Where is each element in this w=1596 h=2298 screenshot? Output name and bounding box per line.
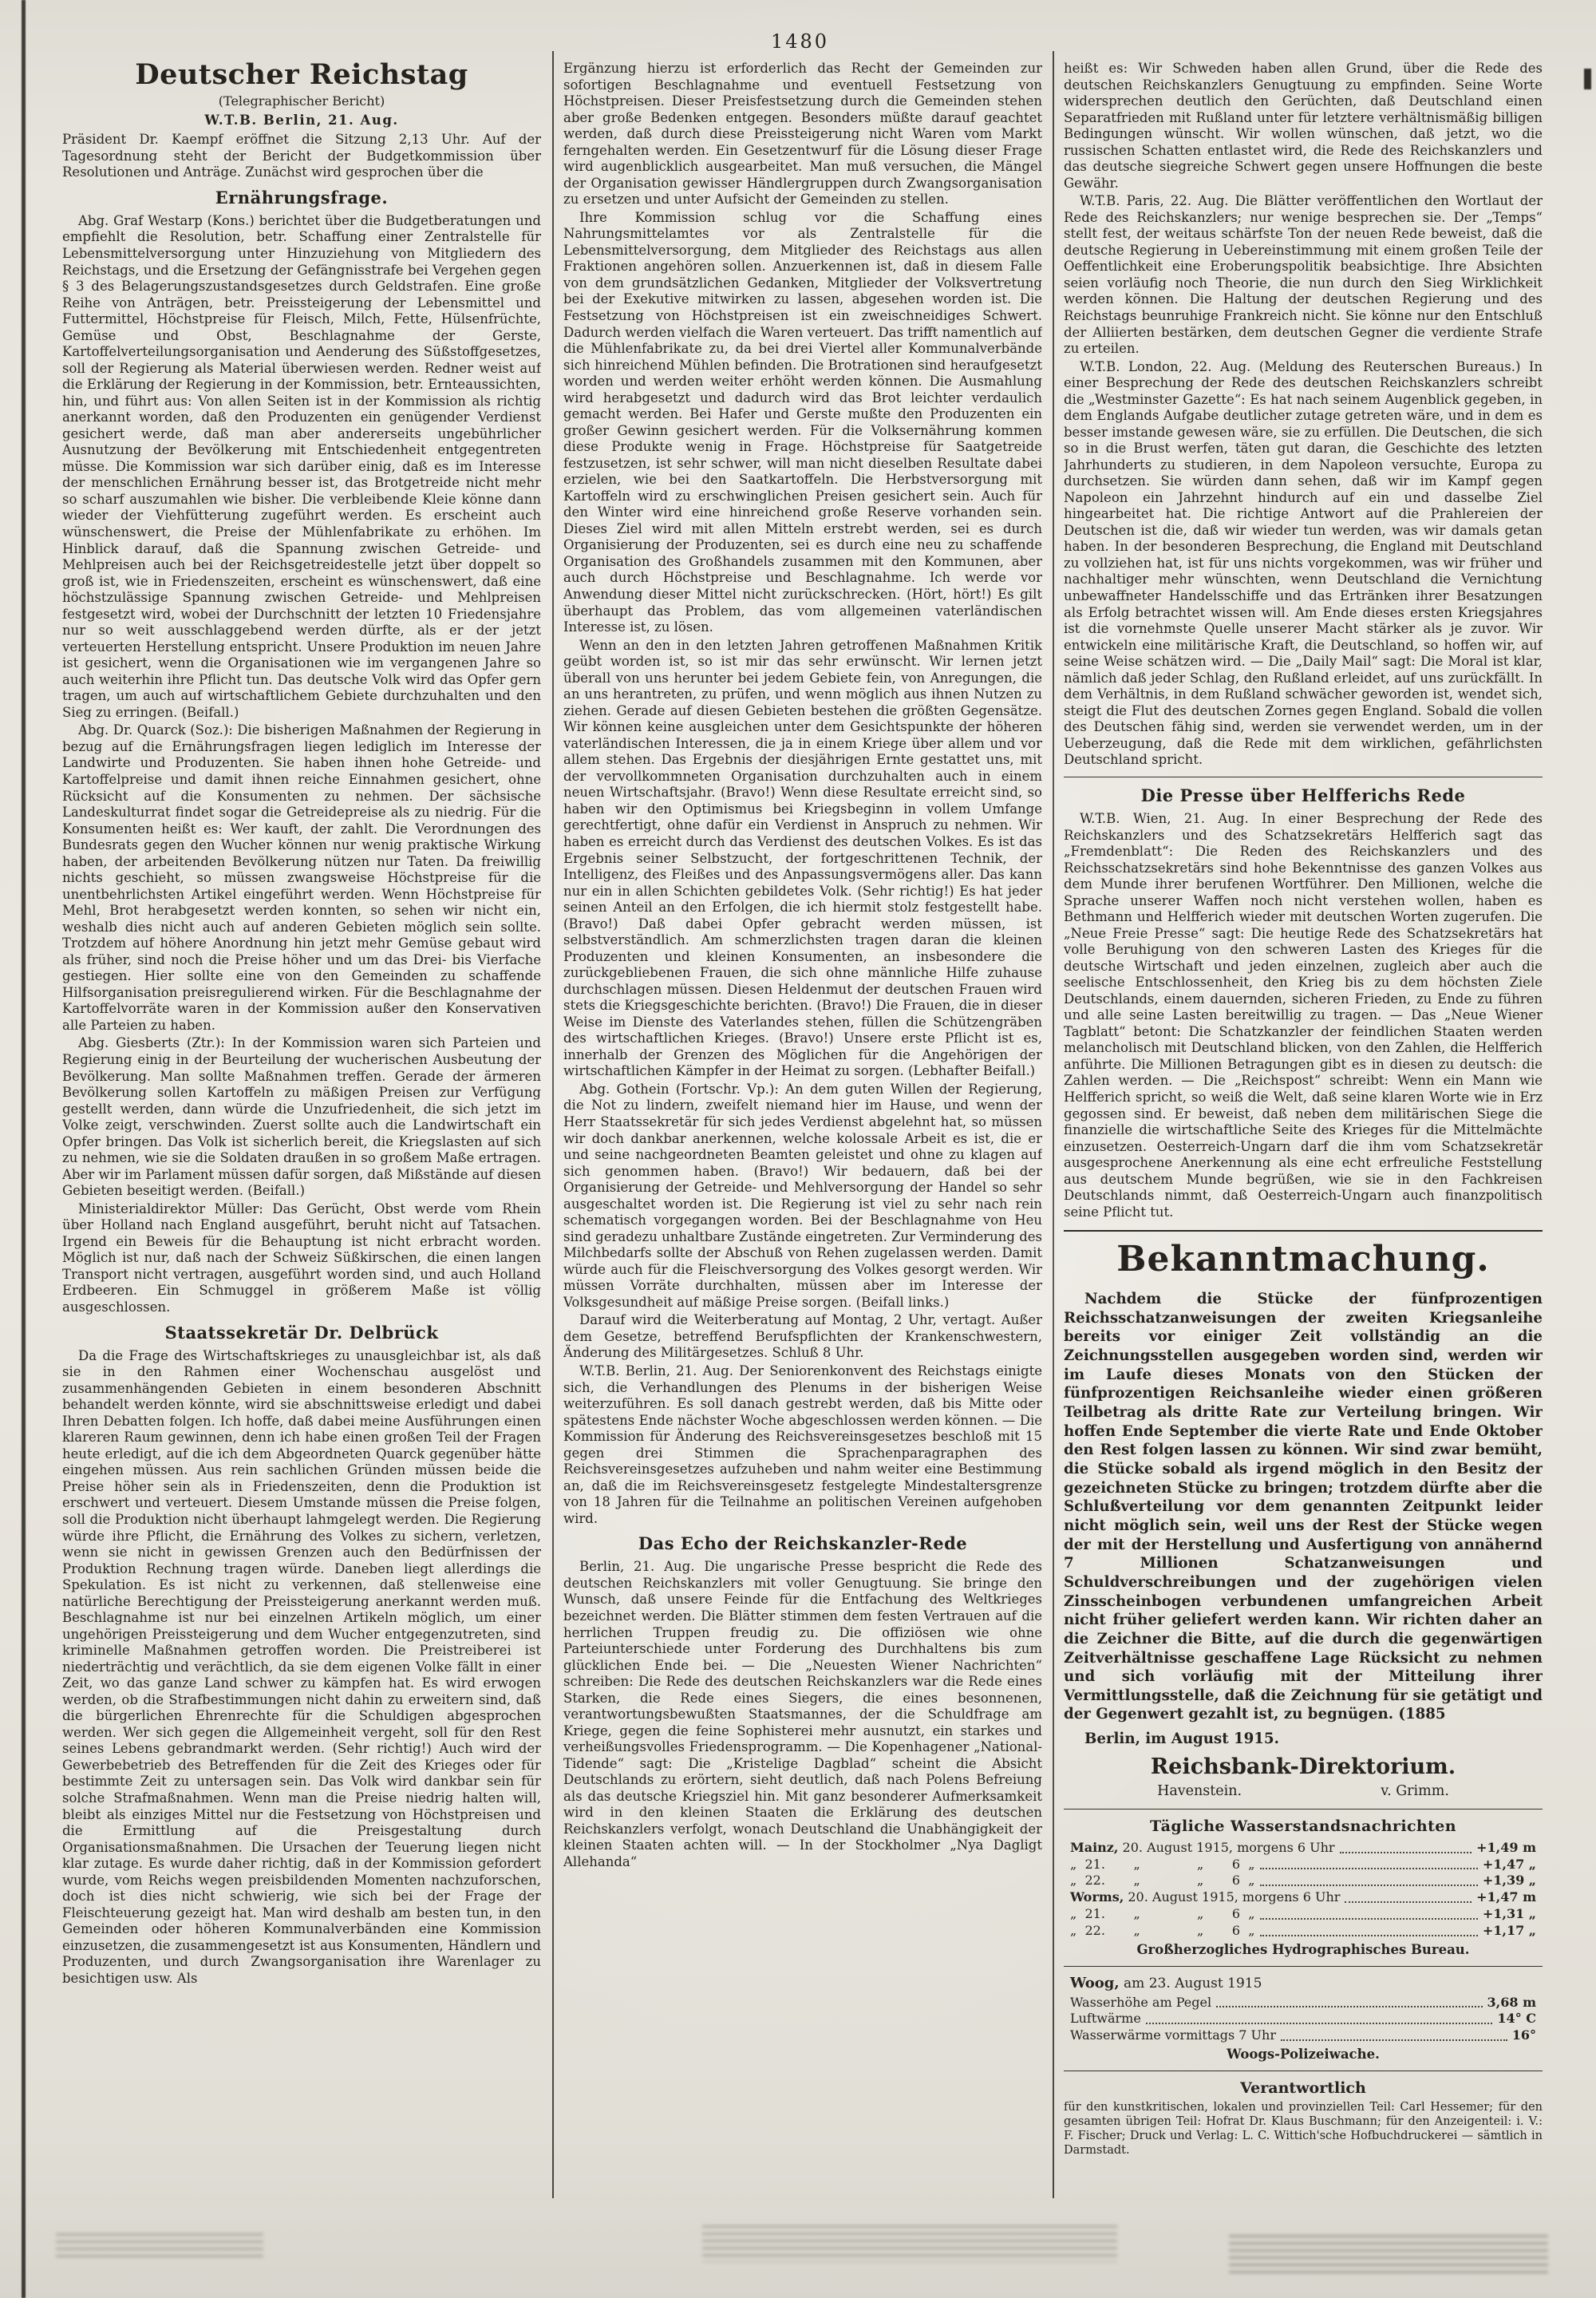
paragraph-gothein: Abg. Gothein (Fortschr. Vp.): An dem guten Willen der Regierung, die Not zu lindern, zweifelt niemand hier im Hause, und wenn der Herr Staatssekretär für sich jedes Verdienst abgelehnt hat, so müssen wir doch dankbar anerkennen, welche kolossale Arbeit es ist, die er und seine nachgeordneten Beamten geleistet und ohne zu klagen auf sich genommen haben. (Bravo!) Wir bedauern, daß bei der Organisierung der Getreide- und Mehlversorgung der Handel so sehr ausgeschaltet worden ist. Die Regierung ist viel zu sehr nach rein schematisch vorgegangen worden. Bei der Beschlagnahme von Heu sind geradezu unhaltbare Zustände eingetreten. Zur Verminderung des Milchbedarfs sollte der Abschuß von Rehen zugelassen werden. Damit würde auch für die Fleischversorgung des Volkes gesorgt werden. Wir müssen Vorräte durchhalten, müssen aber im Interesse der Volksgesundheit auf mäßige Preise sorgen. (Beifall links.)	[563, 1081, 1042, 1310]
scan-smudge	[56, 2233, 263, 2257]
measure-value: 16°	[1511, 2027, 1536, 2043]
section-title-delbrueck: Staatssekretär Dr. Delbrück	[164, 1322, 439, 1343]
row-detail: „ 22. „ „ 6 „	[1070, 1922, 1255, 1938]
paragraph-london: W.T.B. London, 22. Aug. (Meldung des Reuterschen Bureaus.) In einer Besprechung der Rede des deutschen Reichskanzlers schreibt die „Westminster Gazette“: Es hat nach seinem Augenblick gegeben, in dem Englands Aufgabe deutlicher zutage getreten wäre, und in dem es besser imstande gewesen wäre, sie zu erfüllen. Die Deutschen, die sich so in die Brust werfen, täten gut daran, die Geschichte des letzten Jahrhunderts zu studieren, in dem Napoleon versuchte, Europa zu durchsetzen. Sie würden dann sehen, daß wir im Kampf gegen Napoleon ein Jahrzehnt hindurch auf ein und dasselbe Ziel hingearbeitet hat. Die richtige Antwort auf die Prahlereien der Deutschen ist die, daß wir wieder tun werden, was wir damals getan haben. In der besonderen Besprechung, die England mit Deutschland zu vollziehen hat, ist für uns nichts vorgekommen, was wir früher und nachhaltiger mehr wünschten, wenn Deutschland die Vernichtung unbewaffneter Handelsschiffe und das Ertränken ihrer Besatzungen als Erfolg betrachtet wissen will. Am Ende dieses ersten Kriegsjahres ist die vornehmste Quelle unserer Macht stärker als je zuvor. Wir entwickeln eine militärische Kraft, die Deutschland, so hoffen wir, auf seine Weise schätzen wird. — Die „Daily Mail“ sagt: Die Moral ist klar, nämlich daß jeder Schlag, den Rußland erleidet, auf uns zurückfällt. In dem Verhältnis, in dem Rußland schwächer geworden ist, wendet sich, steigt die Flut des deutschen Zornes gegen England. Sobald die vollen des Deutschen fähig sind, werden sie verwendet werden, um in der Ueberzeugung, daß die Rede mit dem wirklichen, gefährlichsten Deutschland spricht.	[1064, 358, 1543, 768]
bekanntmachung-title: Bekanntmachung.	[1116, 1239, 1490, 1280]
water-level: +1,49 m	[1476, 1839, 1536, 1855]
paragraph-delbrueck: Da die Frage des Wirtschaftskrieges zu unausgleichbar ist, als daß sie in den Rahmen einer Wochenschau ausgelöst und zusammenhängenden Gebieten in einem besonderen Abschnitt behandelt werden könnte, wird sie abschnittsweise erledigt und dabei Ihren Debatten folgen. Ich hoffe, daß dabei meine Ausführungen einen klareren Raum gewinnen, denn ich habe einen großen Teil der Fragen heute erledigt, auf die ich dem Abgeordneten Quarck gegenüber hätte eingehen müssen. Aus rein sachlichen Gründen müssen beide die Preise höher sein als in Friedenszeiten, denn die Produktion ist erschwert und verteuert. Diesem Umstande müssen die Preise folgen, soll die Produktion nicht überhaupt lahmgelegt werden. Die Regierung würde ihre Pflicht, die Ernährung des Volkes zu sichern, verletzen, wenn sie nicht in gewissen Grenzen auch den Bedürfnissen der Produktion Rechnung tragen würde. Daneben liegt allerdings die Spekulation. Es ist nicht zu verkennen, daß stellenweise eine natürliche Berechtigung der Preissteigerung anerkannt werden muß. Beschlagnahme ist nur bei einzelnen Artikeln möglich, um einer ungehörigen Preissteigerung und dem Wucher entgegenzutreten, sind kriminelle Maßnahmen getroffen worden. Die Preistreiberei ist niederträchtig und verächtlich, da sie dem eigenen Volke fällt in einer Zeit, wo das ganze Land schwer zu kämpfen hat. Es wird erwogen werden, ob die Strafbestimmungen nicht dahin zu erweitern sind, daß die bürgerlichen Ehrenrechte für die Schuldigen abgesprochen werden. Wer sich gegen die Allgemeinheit vergeht, soll für den Rest seines Lebens gebrandmarkt werden. (Sehr richtig!) Auch wird der Gewerbebetrieb des Betreffenden für die Zeit des Krieges oder für bestimmte Zeit zu untersagen sein. Das Volk wird dankbar sein für solche Strafmaßnahmen. Wenn man die Preise niedrig halten will, bleibt als einziges Mittel nur die Festsetzung von Höchstpreisen und die Ermittlung auf die Preisgestaltung durch Organisationsmaßnahmen. Die Ursachen der Teuerung liegen nicht klar zutage. Es wurde daher richtig, daß in der Kommission gefordert wurde, vom Reichs wegen preisbildenden Momenten nachzuforschen, doch ist dies nicht schwierig, wie sich bei der Frage der Fleischteuerung gezeigt hat. Man wird deshalb am besten tun, in den Gemeinden oder höheren Kommunalverbänden eine Kommission einzusetzen, die zusammengesetzt ist aus Konsumenten, Händlern und Produzenten, und durch Zwangsorganisation ihre Warenlager zu besichtigen usw. Als	[62, 1347, 541, 1986]
water-level: +1,47 m	[1476, 1889, 1536, 1905]
column-3	[1064, 61, 1543, 2216]
woog-title	[1070, 1975, 1543, 1992]
section-title-helfferich: Die Presse über Helfferichs Rede	[1140, 785, 1466, 805]
row-detail: 20. August 1915, morgens 6 Uhr	[1124, 1889, 1341, 1905]
column-divider-2	[1053, 51, 1054, 2198]
intro-paragraph: Präsident Dr. Kaempf eröffnet die Sitzung 2,13 Uhr. Auf der Tagesordnung steht der Bericht der Budgetkommission über Resolutionen und Anträge. Zunächst wird gesprochen über die	[62, 132, 541, 180]
woog-row	[1064, 1995, 1543, 2011]
dot-leader	[1216, 1995, 1482, 2008]
column-1	[62, 61, 541, 2216]
row-detail: 20. August 1915, morgens 6 Uhr	[1118, 1839, 1335, 1855]
river-name: Mainz,	[1070, 1839, 1119, 1855]
wasserstand-row	[1064, 1873, 1543, 1889]
measure-value: 3,68 m	[1487, 1994, 1536, 2010]
wasserstand-row	[1064, 1840, 1543, 1857]
river-name: Worms,	[1070, 1889, 1124, 1905]
paragraph-quarck: Abg. Dr. Quarck (Soz.): Die bisherigen Maßnahmen der Regierung in bezug auf die Ernährungsfragen liegen lediglich im Interesse der Landwirte und Produzenten. Sie haben ihnen hohe Getreide- und Kartoffelpreise und damit ihnen reiche Einnahmen gesichert, ohne Rücksicht auf die Konsumenten zu nehmen. Der sächsische Landeskulturrat findet sogar die Getreidepreise als zu niedrig. Für die Konsumenten heißt es: Wer kauft, der zahlt. Die Verordnungen des Bundesrats gegen den Wucher können nur wenig praktische Wirkung haben, der arbeitenden Bevölkerung nützen nur Taten. Da freiwillig nichts geschieht, so müssen zwangsweise Höchstpreise für die unentbehrlichsten Artikel eingeführt werden. Wenn Höchstpreise für Mehl, Brot herabgesetzt werden konnten, so sehen wir nicht ein, weshalb dies nicht auch auf anderen Gebieten möglich sein sollte. Trotzdem auf höhere Anordnung hin jetzt mehr Gemüse gebaut wird als früher, sind noch die Preise höher und um das Drei- bis Vierfache gestiegen. Hier sollte eine von den Gemeinden zu schaffende Hilfsorganisation preisregulierend wirken. Für die Beschlagnahme der Kartoffelvorräte waren in der Kommission außer den Konservativen alle Parteien zu haben.	[62, 722, 541, 1033]
measure-label: Luftwärme	[1070, 2011, 1141, 2027]
section-rule	[1064, 1966, 1543, 1967]
dot-leader	[1340, 1840, 1472, 1853]
woog-row	[1064, 2027, 1543, 2044]
wasserstand-title: Tägliche Wasserstandsnachrichten	[1149, 1817, 1457, 1836]
dot-leader	[1260, 1906, 1478, 1920]
wasserstand-row	[1064, 1857, 1543, 1873]
scan-smudge	[1229, 2235, 1548, 2276]
paragraph-schweden: heißt es: Wir Schweden haben allen Grund, über die Rede des deutschen Reichskanzlers Genugtuung zu empfinden. Seine Worte widersprechen deutlich den Gerüchten, daß Deutschland einen Separatfrieden mit Rußland unter für letztere verhältnismäßig billigen Bedingungen wünscht. Wir wollen wünschen, daß jetzt, wo die russischen Schatten entlastet wird, die Rede des Reichskanzlers und das deutsche siegreiche Schwert gegen unsere Hoffnungen die beste Gewähr.	[1064, 61, 1543, 191]
measure-label: Wasserwärme vormittags 7 Uhr	[1070, 2027, 1276, 2043]
paragraph-continuation: Ergänzung hierzu ist erforderlich das Recht der Gemeinden zur sofortigen Beschlagnahme und eventuell Festsetzung von Höchstpreisen. Dieser Preisfestsetzung durch die Gemeinden stehen aber große Bedenken entgegen. Besonders müßte darauf geachtet werden, daß durch diese Preissteigerung nicht Waren vom Markt ferngehalten werden. Ein Gesetzentwurf für die Lösung dieser Frage wird augenblicklich ausgearbeitet. Man muß versuchen, die Mängel der Organisation gewisser Händlergruppen durch Zwangsorganisation zu ersetzen und unter Aufsicht der Gemeinden zu stellen.	[563, 61, 1042, 208]
verantwortlich-title: Verantwortlich	[1240, 2079, 1366, 2098]
section-rule-heavy	[1064, 1230, 1543, 1232]
paragraph-paris: W.T.B. Paris, 22. Aug. Die Blätter veröffentlichen den Wortlaut der Rede des Reichskanzlers; nur wenige besprechen sie. Der „Temps“ stellt fest, der weitaus schärfste Ton der neuen Rede beweist, daß die deutsche Regierung in Uebereinstimmung mit einem großen Teile der Oeffentlichkeit eine Eroberungspolitik beabsichtige. Ihre Absichten seien vorläufig noch Theorie, die nun durch den Sieg Wirklichkeit werden können. Die Haltung der deutschen Regierung und des Reichstags beunruhige Frankreich nicht. Sie könne nur den Entschluß der Alliierten bestärken, dem deutschen Gegner die verdiente Strafe zu erteilen.	[1064, 193, 1543, 357]
section-title-echo: Das Echo der Reichskanzler-Rede	[638, 1533, 968, 1554]
hydrographisches-bureau: Großherzogliches Hydrographisches Bureau.	[1136, 1941, 1470, 1957]
page-number: 1480	[770, 30, 830, 53]
row-detail: „ 21. „ „ 6 „	[1070, 1856, 1255, 1872]
wasserstand-row	[1064, 1906, 1543, 1923]
article-subhead: (Telegraphischer Bericht)	[218, 93, 385, 109]
row-detail: „ 22. „ „ 6 „	[1070, 1873, 1255, 1889]
paragraph-mueller: Ministerialdirektor Müller: Das Gerücht, Obst werde vom Rhein über Holland nach England ausgeführt, beruht nicht auf Tatsachen. Irgend ein Beweis für die Behauptung ist nicht erbracht worden. Möglich ist nur, daß nach der Schweiz Süßkirschen, die einen langen Transport nicht vertragen, ausgeführt worden sind, und auch Holland Erdbeeren. Ein Schmuggel in größerem Maße ist völlig ausgeschlossen.	[62, 1200, 541, 1315]
signatures	[1088, 1783, 1519, 1801]
dot-leader	[1345, 1889, 1472, 1903]
woog-place: Woog,	[1070, 1975, 1120, 1992]
water-level: +1,31 „	[1482, 1906, 1536, 1921]
bekanntmachung-body: Nachdem die Stücke der fünfprozentigen Reichsschatzanweisungen der zweiten Kriegsanleihe bereits vor einiger Zeit vollständig an die Zeichnungsstellen ausgegeben worden sind, werden wir im Laufe dieses Monats von den Stücken der fünfprozentigen Reichsanleihe wieder einen größeren Teilbetrag als dritte Rate zur Verteilung bringen. Wir hoffen Ende September die vierte Rate und Ende Oktober den Rest folgen lassen zu können. Wir sind zwar bemüht, die Stücke sobald als irgend möglich in den Besitz der gezeichneten Stücke zu bringen; trotzdem dürfte aber die Schlußverteilung vor dem genannten Zeitpunkt leider nicht möglich sein, weil uns der Rest der Stücke wegen der mit der Herstellung und Ausfertigung von annähernd 7 Millionen Schatzanweisungen und Schuldverschreibungen und der zugehörigen vielen Zinsscheinbogen verbundenen umfangreichen Arbeit nicht früher geliefert werden kann. Wir richten daher an die Zeichner die Bitte, auf die durch die gegenwärtigen Zeitverhältnisse geschaffene Lage Rücksicht zu nehmen und sich vorläufig mit der Mitteilung ihrer Vermittlungsstelle, daß die Zeichnung für sie getätigt und der Gegenwert gezahlt ist, zu begnügen. (1885	[1064, 1291, 1543, 1723]
woogs-polizeiwache: Woogs-Polizeiwache.	[1227, 2046, 1380, 2062]
section-rule	[1064, 1809, 1543, 1810]
verantwortlich-body: für den kunstkritischen, lokalen und provinziellen Teil: Carl Hessemer; für den gesamten übrigen Teil: Hofrat Dr. Klaus Buschmann; für den Anzeigenteil: i. V.: F. Fischer; Druck und Verlag: L. C. Wittich'sche Hofbuchdruckerei — sämtlich in Darmstadt.	[1064, 2101, 1543, 2158]
water-level: +1,47 „	[1482, 1856, 1536, 1872]
row-detail: „ 21. „ „ 6 „	[1070, 1906, 1255, 1921]
water-level: +1,39 „	[1482, 1873, 1536, 1889]
dot-leader	[1260, 1923, 1478, 1936]
article-headline: Deutscher Reichstag	[135, 61, 468, 91]
reichsbank-direktorium: Reichsbank-Direktorium.	[1150, 1754, 1456, 1779]
signature-havenstein: Havenstein.	[1157, 1783, 1242, 1800]
water-level: +1,17 „	[1482, 1922, 1536, 1938]
woog-row	[1064, 2011, 1543, 2027]
dot-leader	[1260, 1873, 1478, 1886]
scan-smudge	[702, 2225, 1117, 2262]
measure-value: 14° C	[1497, 2011, 1536, 2027]
dot-leader	[1260, 1857, 1478, 1870]
woog-date: am 23. August 1915	[1119, 1976, 1262, 1992]
wasserstand-row	[1064, 1923, 1543, 1940]
measure-label: Wasserhöhe am Pegel	[1070, 1994, 1212, 2010]
paragraph-westarp: Abg. Graf Westarp (Kons.) berichtet über die Budgetberatungen und empfiehlt die Resolution, betr. Schaffung einer Zentralstelle für Lebensmittelversorgung unter Hinzuziehung von Mitgliedern des Reichstags, und die Ersetzung der Gefängnisstrafe bei Vergehen gegen § 3 des Belagerungszustandsgesetzes durch Geldstrafen. Eine große Reihe von Anträgen, betr. Preissteigerung der Lebensmittel und Futtermittel, Höchstpreise für Fleisch, Milch, Fette, Hülsenfrüchte, Gemüse und Obst, Beschlagnahme der Gerste, Kartoffelverteilungsorganisation und Aenderung des Süßstoffgesetzes, soll der Regierung als Material überwiesen werden. Redner weist auf die Erklärung der Regierung in der Kommission, betr. Ernteaussichten, hin, und führt aus: Von allen Seiten ist in der Kommission als richtig anerkannt worden, daß den Produzenten ein genügender Verdienst gesichert werde, daß man aber andererseits ungebührlicher Ausnutzung der Bevölkerung mit Entschiedenheit entgegentreten müsse. Die Kommission war sich darüber einig, daß es im Interesse der menschlichen Ernährung besser ist, das Brotgetreide nicht mehr so scharf auszumahlen wie bisher. Die verbleibende Kleie könne dann wieder der Viehfütterung zugeführt werden. Es erscheint auch wünschenswert, die Preise der Mühlenfabrikate zu erhöhen. Im Hinblick darauf, daß die Spannung zwischen Getreide- und Mehlpreisen auch bei der Reichsgetreidestelle jetzt über doppelt so groß ist, wie in Friedenszeiten, erscheint es wünschenswert, daß eine höchstzulässige Spannung zwischen Getreide- und Mehlpreisen festgesetzt wird, wobei der Durchschnitt der letzten 10 Friedensjahre nur so weit ausschlaggebend werden dürfte, als er der jetzt verteuerten Herstellung entspricht. Unsere Produktion im neuen Jahre ist gesichert, wenn die Organisationen wie im vergangenen Jahre so auch weiterhin ihre Pflicht tun. Das deutsche Volk wird das Opfer gern tragen, um auch auf wirtschaftlichem Gebiete durchzuhalten und den Sieg zu erringen. (Beifall.)	[62, 212, 541, 720]
paragraph-seniorenkonvent: W.T.B. Berlin, 21. Aug. Der Seniorenkonvent des Reichstags einigte sich, die Verhandlungen des Plenums in der bisherigen Weise weiterzuführen. Es soll danach gestrebt werden, daß bis Mitte oder spätestens Ende nächster Woche abgeschlossen werden können. — Die Kommission für Änderung des Reichsvereinsgesetzes beschloß mit 15 gegen drei Stimmen die Sprachenparagraphen des Reichsvereinsgesetzes aufzuheben und nahm weiter eine Bestimmung an, daß die im Reichsvereinsgesetz festgelegte Mindestaltersgrenze von 18 Jahren für die Teilnahme an politischen Vereinen aufgehoben wird.	[563, 1363, 1042, 1526]
paragraph-kommission: Ihre Kommission schlug vor die Schaffung eines Nahrungsmittelamtes vor als Zentralstelle für die Lebensmittelversorgung, dem Mitglieder des Reichstags aus allen Fraktionen angehören sollen. Anzuerkennen ist, daß in diesem Falle von dem grundsätzlichen Gedanken, Mitglieder der Volksvertretung bei der Exekutive mitwirken zu lassen, abgesehen worden ist. Die Festsetzung von Höchstpreisen ist ein zweischneidiges Schwert. Dadurch werden vielfach die Waren verteuert. Das trifft namentlich auf die Mühlenfabrikate zu, da bei drei Viertel aller Kommunalverbände sich hinreichend Mühlen befinden. Die Brotrationen sind heraufgesetzt worden und werden weiter erhöht werden können. Die Ausmahlung wird herabgesetzt und dadurch wird das Brot leichter verdaulich gemacht werden. Bei Hafer und Gerste mußte den Produzenten ein großer Gewinn gesichert werden. Für die Volksernährung kommen diese Produkte wenig in Frage. Höchstpreise für Saatgetreide festzusetzen, ist sehr schwer, will man nicht dieselben Resultate dabei erzielen, wie bei den Saatkartoffeln. Die Herbstversorgung mit Kartoffeln wird zu erschwinglichen Preisen gesichert sein. Auch für den Winter wird eine hinreichend große Reserve vorhanden sein. Dieses Ziel wird mit allen Mitteln erstrebt werden, sei es durch Organisierung der Produzenten, sei es durch eine neu zu schaffende Organisation des Großhandels zusammen mit den Kommunen, aber auch durch Höchstpreise und Beschlagnahme. Ich werde vor Anwendung dieser Mittel nicht zurückschrecken. (Hört, hört!) Es gilt überhaupt das Problem, das vom allgemeinen vaterländischen Interesse ist, zu lösen.	[563, 209, 1042, 635]
scan-edge-artifact	[22, 0, 26, 2298]
scan-edge-mark	[1584, 69, 1591, 89]
column-2	[563, 61, 1042, 2216]
dateline-berlin: W.T.B. Berlin, 21. Aug.	[204, 112, 399, 128]
section-title-ernaehrungsfrage: Ernährungsfrage.	[215, 187, 389, 208]
paragraph-wien: W.T.B. Wien, 21. Aug. In einer Besprechung der Rede des Reichskanzlers und des Schatzsekretärs Helfferich sagt das „Fremdenblatt“: Die Reden des Reichskanzlers und des Reichsschatzsekretärs sind hohe Bekenntnisse des ganzen Volkes aus dem Munde ihrer berufenen Wortführer. Den Millionen, welche die Sprache unserer Waffen noch nicht verstehen wollen, haben es Bethmann und Helfferich wieder mit deutschen Worten zugerufen. Die „Neue Freie Presse“ sagt: Die heutige Rede des Schatzsekretärs hat volle Beruhigung von den schweren Lasten des Krieges für die deutsche Wirtschaft und jeden einzelnen, zugleich aber auch die seelische Entschlossenheit, den Krieg bis zu dem höchsten Ziele Deutschlands, einem dauernden, sicheren Frieden, zu Ende zu führen und alle seine Lasten bereitwillig zu tragen. — Das „Neue Wiener Tagblatt“ betont: Die Schatzkanzler der feindlichen Staaten werden melancholisch mit Deutschland blicken, von den Zahlen, die Helfferich anführte. Die Millionen Betragungen gibt es in diesen zu deutsch: die Zahlen werden. — Die „Reichspost“ schreibt: Wenn ein Mann wie Helfferich spricht, so weiß die Welt, daß seine klaren Worte wie in Erz gegossen sind. Er beweist, daß neben dem militärischen Siege die finanzielle die wirtschaftliche Seite des Krieges für die Mittelmächte einzusetzen. Oesterreich-Ungarn darf die ihm vom Schatzsekretär ausgesprochene Anerkennung als eine echt erfreuliche Feststellung aus deutschem Munde begrüßen, wie sie in den Fachkreisen Deutschlands nimmt, daß Oesterreich-Ungarn auch finanzpolitisch seine Pflicht tut.	[1064, 810, 1543, 1220]
paragraph-echo: Berlin, 21. Aug. Die ungarische Presse bespricht die Rede des deutschen Reichskanzlers mit voller Genugtuung. Sie bringe den Wunsch, daß unsere Feinde für die Entfachung des Weltkrieges bezeichnet werden. Die Blätter stimmen dem festen Vertrauen auf die herrlichen Truppen freudig zu. Die offiziösen wie ohne Parteiunterschiede unter Forderung des Durchhaltens bis zum glücklichen Ende bei. — Die „Neuesten Wiener Nachrichten“ schreiben: Die Rede des deutschen Reichskanzlers war die Rede eines Starken, die Rede eines Siegers, die eines besonnenen, verantwortungsbewußten Staatsmannes, der die Schuldfrage am Kriege, gegen die feine Sophisterei mehr ausnutzt, ein starkes und verheißungsvolles Friedensprogramm. — Die Kopenhagener „National-Tidende“ sagt: Die „Kristelige Dagblad“ scheint die Absicht Deutschlands zu erörtern, sieht deutlich, daß nach Polens Befreiung als das deutsche Kriegsziel hin. Mit ganz besonderer Aufmerksamkeit wird in den kleinen Staaten die Erklärung des deutschen Reichskanzlers verfolgt, wonach Deutschland die Unabhängigkeit der kleinen Staaten achten will. — In der Stockholmer „Nya Dagligt Allehanda“	[563, 1559, 1042, 1869]
dot-leader	[1146, 2011, 1493, 2024]
dot-leader	[1281, 2027, 1507, 2041]
paragraph-kritik: Wenn an den in den letzten Jahren getroffenen Maßnahmen Kritik geübt worden ist, so ist mir das sehr erwünscht. Wir lernen jetzt überall von uns herunter bei jedem Gebiete fein, von Anregungen, die an uns herantreten, zu prüfen, und wenn möglich aus ihnen Nutzen zu ziehen. Gerade auf diesen Gebieten bestehen die größten Gegensätze. Wir können keine ausgleichen unter dem Gesichtspunkte der höheren vaterländischen Interessen, die ja in einem Kriege über allem und vor allem stehen. Das Ergebnis der diesjährigen Ernte gestattet uns, mit der vervollkommneten Organisation durchzuhalten auch in einem neuen Wirtschaftsjahr. (Bravo!) Wenn diese Resultate erreicht sind, so haben wir den Optimismus bei Kriegsbeginn in vollem Umfange gerechtfertigt, ohne dafür ein Verdienst in Anspruch zu nehmen. Wir haben es erreicht durch das Verdienst des deutschen Volkes. Es ist das Ergebnis seiner Selbstzucht, der fortgeschrittenen Technik, der Intelligenz, des Fleißes und des Anpassungsvermögens aller. Das kann nur ein in allen Schichten gebildetes Volk. (Sehr richtig!) Es hat jeder seinen Anteil an den Erfolgen, die ich hiermit stolz festgestellt habe. (Bravo!) Daß dabei Opfer gebracht werden müssen, ist selbstverständlich. Am schmerzlichsten tragen daran die kleinen Produzenten und kleinen Konsumenten, an insbesondere die zurückgebliebenen Frauen, die sich ohne männliche Hilfe zuhause durchschlagen müssen. Diesen Heldenmut der deutschen Frauen wird stets die Kriegsgeschichte berichten. (Bravo!) Die Frauen, die in dieser Weise im Dienste des Vaterlandes stehen, füllen die Schützengräben des wirtschaftlichen Krieges. (Bravo!) Unsere erste Pflicht ist es, innerhalb der Grenzen des Möglichen für die Angehörigen der wirtschaftlichen Kämpfer in der Heimat zu sorgen. (Lebhafter Beifall.)	[563, 637, 1042, 1079]
signature-grimm: v. Grimm.	[1381, 1783, 1449, 1800]
bekanntmachung-place-date: Berlin, im August 1915.	[1084, 1730, 1279, 1748]
paragraph-vertagung: Darauf wird die Weiterberatung auf Montag, 2 Uhr, vertagt. Außer dem Gesetze, betreffend Berufspflichten der Krankenschwestern, Änderung des Militärgesetzes. Schluß 8 Uhr.	[563, 1312, 1042, 1361]
paragraph-giesberts: Abg. Giesberts (Ztr.): In der Kommission waren sich Parteien und Regierung einig in der Beurteilung der wucherischen Ausbeutung der Bevölkerung. Man sollte Maßnahmen treffen. Gerade der ärmeren Bevölkerung sollen Kartoffeln zu mäßigen Preisen zur Verfügung gestellt werden, dann würde die Unzufriedenheit, die sich jetzt im Volke zeigt, verschwinden. Zuerst sollte auch die Landwirtschaft ein Opfer bringen. Das Volk ist sicherlich bereit, die Kriegslasten auf sich zu nehmen, wie sie die Soldaten draußen in so großem Maße ertragen. Aber wir im Parlament müssen dafür sorgen, daß Mißstände auf diesen Gebieten beseitigt werden. (Beifall.)	[62, 1035, 541, 1199]
wasserstand-row	[1064, 1889, 1543, 1906]
column-divider-1	[552, 51, 554, 2198]
